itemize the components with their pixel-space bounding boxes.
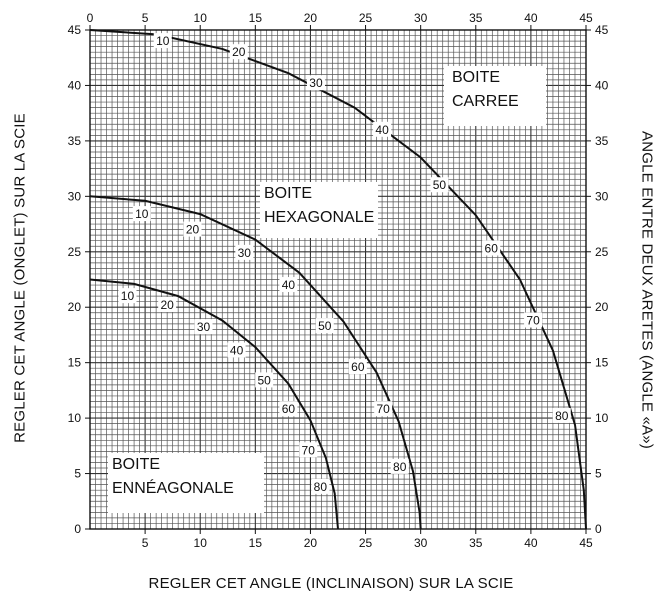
x-tick-label-bottom: 30 bbox=[413, 536, 428, 550]
y-tick-label-left: 30 bbox=[67, 189, 81, 204]
annotation-text-hexagonale: HEXAGONALE bbox=[264, 209, 375, 226]
y-axis-title-left: REGLER CET ANGLE (ONGLET) SUR LA SCIE bbox=[11, 113, 29, 443]
point-label: 20 bbox=[160, 298, 174, 313]
point-label: 60 bbox=[281, 402, 296, 417]
annotation-text-enneagonale: BOITE bbox=[112, 456, 161, 473]
x-tick-label-top: 40 bbox=[524, 11, 538, 25]
y-tick-label-right: 40 bbox=[595, 78, 609, 93]
point-label: 70 bbox=[301, 443, 315, 458]
point-label: 10 bbox=[156, 34, 170, 49]
point-label: 20 bbox=[185, 222, 200, 237]
y-tick-label-left: 15 bbox=[67, 355, 81, 370]
x-tick-label-top: 30 bbox=[413, 11, 428, 25]
point-label: 40 bbox=[375, 122, 389, 137]
x-tick-label-top: 45 bbox=[579, 11, 593, 25]
x-tick-label-bottom: 5 bbox=[141, 536, 149, 550]
y-tick-label-right: 45 bbox=[595, 23, 609, 37]
point-label: 80 bbox=[555, 408, 569, 423]
y-tick-label-right: 25 bbox=[595, 244, 609, 259]
y-tick-label-left: 10 bbox=[67, 411, 81, 426]
annotation-text-carree: BOITE bbox=[452, 69, 501, 86]
point-label: 40 bbox=[229, 343, 244, 358]
point-label: 50 bbox=[318, 319, 332, 334]
x-tick-label-top: 35 bbox=[469, 11, 483, 25]
y-tick-label-left: 40 bbox=[67, 78, 81, 93]
x-tick-label-bottom: 20 bbox=[303, 536, 318, 550]
x-tick-label-bottom: 35 bbox=[469, 536, 483, 550]
x-tick-label-bottom: 45 bbox=[579, 536, 593, 550]
y-tick-label-left: 0 bbox=[74, 522, 81, 536]
point-label: 40 bbox=[281, 278, 296, 293]
point-label: 60 bbox=[351, 360, 365, 375]
y-tick-label-right: 20 bbox=[595, 300, 609, 315]
y-tick-label-left: 5 bbox=[74, 466, 81, 481]
point-label: 30 bbox=[237, 245, 251, 260]
x-tick-label-top: 15 bbox=[248, 11, 263, 25]
y-tick-label-right: 0 bbox=[595, 522, 602, 536]
point-label: 80 bbox=[393, 459, 407, 474]
x-tick-label-top: 20 bbox=[303, 11, 318, 25]
point-label: 30 bbox=[309, 76, 323, 91]
x-tick-label-top: 5 bbox=[141, 11, 149, 25]
y-tick-label-right: 15 bbox=[595, 355, 609, 370]
point-label: 70 bbox=[526, 313, 540, 328]
point-label: 10 bbox=[120, 289, 135, 304]
point-label: 30 bbox=[196, 320, 211, 335]
x-tick-label-bottom: 25 bbox=[358, 536, 373, 550]
y-tick-label-left: 20 bbox=[67, 300, 81, 315]
y-tick-label-right: 10 bbox=[595, 411, 609, 426]
y-tick-label-left: 45 bbox=[67, 23, 81, 37]
point-label: 70 bbox=[376, 402, 390, 417]
x-tick-label-bottom: 10 bbox=[193, 536, 207, 550]
y-tick-label-left: 25 bbox=[67, 244, 81, 259]
x-tick-label-bottom: 15 bbox=[248, 536, 263, 550]
x-tick-label-top: 10 bbox=[193, 11, 207, 25]
point-label: 80 bbox=[313, 479, 328, 494]
point-label: 20 bbox=[232, 45, 246, 60]
x-axis-title: REGLER CET ANGLE (INCLINAISON) SUR LA SCIE bbox=[148, 575, 514, 592]
y-tick-label-right: 35 bbox=[595, 133, 609, 148]
y-tick-label-right: 5 bbox=[595, 466, 602, 481]
y-axis-title-right: ANGLE ENTRE DEUX ARETES (ANGLE «A») bbox=[638, 131, 656, 449]
x-tick-label-top: 0 bbox=[86, 11, 94, 25]
x-tick-label-bottom: 40 bbox=[524, 536, 538, 550]
x-tick-label-top: 25 bbox=[358, 11, 373, 25]
point-label: 10 bbox=[135, 207, 149, 222]
annotation-text-enneagonale: ENNÉAGONALE bbox=[112, 480, 234, 497]
annotation-text-carree: CARREE bbox=[452, 93, 519, 110]
point-label: 50 bbox=[432, 178, 447, 193]
annotation-text-hexagonale: BOITE bbox=[264, 185, 313, 202]
point-label: 60 bbox=[484, 241, 498, 256]
y-tick-label-left: 35 bbox=[67, 133, 81, 148]
point-label: 50 bbox=[257, 373, 271, 388]
y-tick-label-right: 30 bbox=[595, 189, 609, 204]
